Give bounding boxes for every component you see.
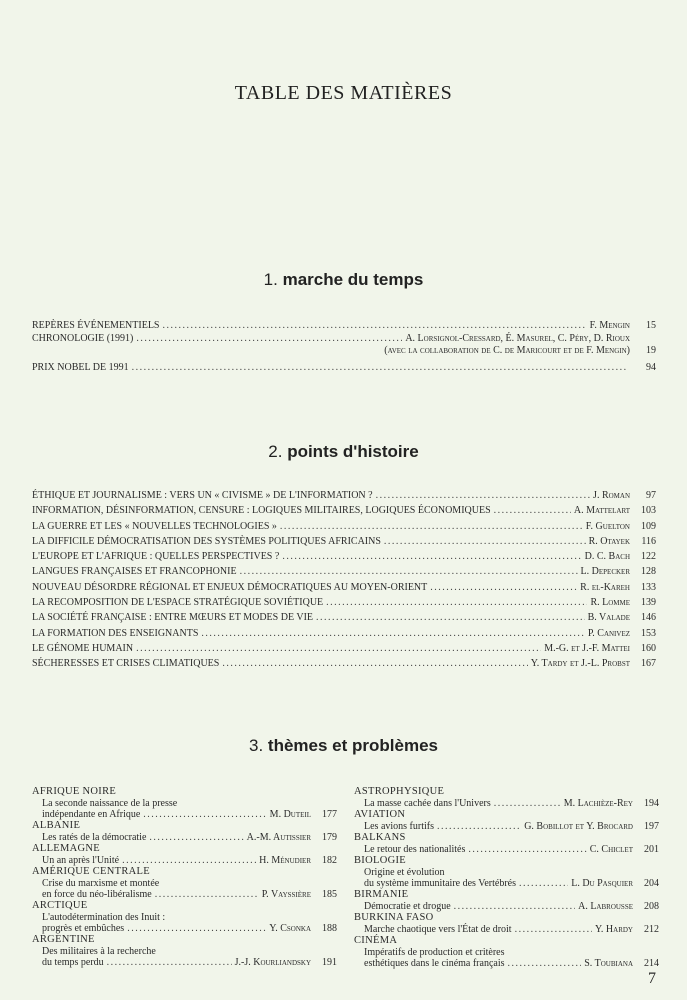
dot-leader [468, 844, 586, 855]
entry-author: R. Lomme [590, 597, 630, 609]
entry-page: 122 [641, 551, 656, 563]
themes-column-left [32, 786, 337, 968]
entry-collaboration: (avec la collaboration de C. de Maricourt et de F. Mengin) [384, 345, 630, 357]
dot-leader [201, 626, 584, 641]
dot-leader [240, 564, 578, 579]
theme-category: CINÉMA [354, 935, 398, 946]
article-title: esthétiques dans le cinéma français [364, 958, 505, 969]
article-author: M. Lachièze-Rey [563, 798, 633, 809]
article-title: en force du néo-libéralisme [42, 889, 152, 900]
theme-category: ALLEMAGNE [32, 843, 101, 854]
article-page: 214 [644, 958, 659, 969]
article-title-line [364, 844, 659, 855]
page-title: TABLE DES MATIÈRES [234, 82, 453, 104]
theme-category: BALKANS [354, 832, 406, 843]
article-page: 182 [322, 855, 337, 866]
article-title: Marche chaotique vers l'État de droit [364, 924, 512, 935]
article-title: Un an après l'Unité [42, 855, 120, 866]
theme-article[interactable] [354, 924, 659, 935]
dot-leader [280, 519, 583, 534]
dot-leader [494, 503, 571, 518]
toc-entry[interactable] [32, 641, 656, 656]
theme-category: AMÉRIQUE CENTRALE [32, 866, 150, 877]
entry-note [32, 345, 656, 357]
article-title: La masse cachée dans l'Univers [364, 798, 491, 809]
entry-title: PRIX NOBEL DE 1991 [32, 362, 129, 374]
article-title-line [364, 798, 659, 809]
entry-author: F. Guelton [585, 520, 630, 532]
entry-page: 133 [641, 581, 656, 593]
theme-category: BURKINA FASO [354, 912, 434, 923]
dot-leader [127, 923, 266, 934]
section-label: thèmes et problèmes [267, 736, 438, 755]
entry-page: 103 [641, 505, 656, 517]
entry-page: 97 [646, 490, 656, 501]
entry-title: INFORMATION, DÉSINFORMATION, CENSURE : LOGIQUES MILITAIRES, LOGIQUES ÉCONOMIQUES [32, 505, 491, 517]
toc-entry[interactable] [32, 318, 656, 333]
dot-leader [155, 889, 259, 900]
dot-leader [136, 333, 402, 345]
theme-category: BIRMANIE [354, 889, 409, 900]
entry-title: LA DIFFICILE DÉMOCRATISATION DES SYSTÈMES POLITIQUES AFRICAINS [32, 535, 381, 547]
article-title: progrès et embûches [42, 923, 125, 934]
entry-author: R. Otayek [588, 535, 630, 547]
dot-leader [384, 534, 586, 549]
theme-category: AFRIQUE NOIRE [32, 786, 117, 797]
theme-article[interactable] [354, 867, 659, 889]
toc-entry[interactable] [32, 503, 656, 518]
dot-leader [149, 832, 243, 843]
entry-page: 109 [641, 520, 656, 532]
article-title-line [42, 923, 337, 934]
theme-category: ASTROPHYSIQUE [354, 786, 445, 797]
entry-title: CHRONOLOGIE (1991) [32, 333, 134, 345]
entry-title: NOUVEAU DÉSORDRE RÉGIONAL ET ENJEUX DÉMOCRATIQUES AU MOYEN-ORIENT [32, 581, 428, 593]
toc-entry[interactable] [32, 360, 656, 375]
dot-leader [107, 957, 232, 968]
entry-page: 167 [641, 658, 656, 670]
article-title-line: Des militaires à la recherche [42, 946, 156, 957]
entry-page: 128 [641, 566, 656, 578]
article-title-line: Impératifs de production et critères [364, 947, 505, 958]
entry-page: 146 [641, 612, 656, 624]
article-author: Y. Hardy [595, 924, 633, 935]
entry-title: LA GUERRE ET LES « NOUVELLES TECHNOLOGIES » [32, 520, 277, 532]
entry-title: LANGUES FRANÇAISES ET FRANCOPHONIE [32, 566, 237, 578]
section-heading-1 [0, 270, 687, 290]
article-title: du système immunitaire des Vertébrés [364, 878, 517, 889]
entry-page: 153 [641, 627, 656, 639]
toc-entry[interactable] [32, 656, 656, 671]
entry-author: Y. Tardy et J.-L. Probst [530, 658, 630, 670]
article-author: C. Chiclet [589, 844, 633, 855]
article-title: indépendante en Afrique [42, 809, 141, 820]
entry-author: D. C. Bach [584, 551, 630, 563]
article-author: G. Bobillot et Y. Brocard [524, 821, 633, 832]
theme-article[interactable] [354, 844, 659, 855]
article-page: 204 [644, 878, 659, 889]
entry-page: 94 [646, 362, 656, 374]
theme-article[interactable] [32, 912, 337, 934]
toc-entry[interactable] [32, 488, 656, 503]
article-author: P. Vayssière [261, 889, 311, 900]
theme-category: AVIATION [354, 809, 406, 820]
article-page: 188 [322, 923, 337, 934]
article-title: Le retour des nationalités [364, 844, 466, 855]
entry-author: M.-G. et J.-F. Mattei [544, 642, 630, 654]
article-author: H. Ménudier [259, 855, 311, 866]
toc-entry[interactable] [32, 549, 656, 564]
theme-category: ARCTIQUE [32, 900, 88, 911]
theme-article[interactable] [32, 798, 337, 820]
theme-article[interactable] [32, 946, 337, 968]
article-title-line [42, 832, 337, 843]
theme-article[interactable] [354, 947, 659, 969]
entry-page: 139 [641, 597, 656, 609]
toc-entry[interactable] [32, 519, 656, 534]
article-author: L. Du Pasquier [571, 878, 633, 889]
section-heading-2 [0, 442, 687, 462]
toc-entry[interactable] [32, 610, 656, 625]
article-author: A.-M. Autissier [246, 832, 311, 843]
section-number: 3. [249, 736, 264, 755]
entry-author: R. el-Kareh [580, 581, 630, 593]
page-number: 7 [648, 970, 656, 987]
article-page: 179 [322, 832, 337, 843]
toc-entry[interactable] [32, 626, 656, 641]
section-label: points d'histoire [287, 442, 419, 461]
theme-category: ALBANIE [32, 820, 81, 831]
dot-leader [454, 901, 575, 912]
dot-leader [376, 488, 590, 503]
article-page: 194 [644, 798, 659, 809]
dot-leader [163, 318, 587, 333]
article-title: Les avions furtifs [364, 821, 434, 832]
article-author: J.-J. Kourliandsky [234, 957, 311, 968]
dot-leader [122, 855, 256, 866]
theme-article[interactable] [354, 798, 659, 809]
toc-entry[interactable] [32, 333, 656, 345]
article-title-line [364, 878, 659, 889]
theme-article[interactable] [32, 855, 337, 866]
toc-section-2 [32, 488, 656, 672]
article-title-line [42, 855, 337, 866]
entry-title: REPÈRES ÉVÉNEMENTIELS [32, 320, 160, 331]
dot-leader [508, 958, 582, 969]
entry-author: A. Lorsignol-Cressard, É. Masurel, C. Péry, D. Rioux [405, 333, 630, 345]
dot-leader [515, 924, 592, 935]
themes-column-right [354, 786, 659, 969]
dot-leader [282, 549, 581, 564]
theme-category: ARGENTINE [32, 934, 95, 945]
theme-article[interactable] [32, 832, 337, 843]
article-page: 185 [322, 889, 337, 900]
dot-leader [494, 798, 561, 809]
toc-entry[interactable] [32, 580, 656, 595]
article-title-line [42, 957, 337, 968]
dot-leader [132, 360, 627, 375]
article-page: 201 [644, 844, 659, 855]
article-author: A. Labrousse [578, 901, 633, 912]
toc-entry[interactable] [32, 595, 656, 610]
article-title-line [42, 889, 337, 900]
article-title-line [364, 958, 659, 969]
entry-page: 116 [641, 535, 656, 547]
entry-title: LA SOCIÉTÉ FRANÇAISE : ENTRE MŒURS ET MODES DE VIE [32, 612, 314, 624]
article-title-line: Origine et évolution [364, 867, 445, 878]
entry-title: ÉTHIQUE ET JOURNALISME : VERS UN « CIVISME » DE L'INFORMATION ? [32, 490, 373, 501]
toc-section-1 [32, 318, 656, 376]
entry-author: P. Canivez [587, 627, 630, 639]
article-page: 197 [644, 821, 659, 832]
section-number: 1. [263, 270, 278, 289]
article-page: 208 [644, 901, 659, 912]
dot-leader [437, 821, 521, 832]
article-title-line: La seconde naissance de la presse [42, 798, 178, 809]
article-author: S. Toubiana [584, 958, 633, 969]
theme-article[interactable] [354, 901, 659, 912]
article-title-line: L'autodétermination des Inuit : [42, 912, 166, 923]
article-page: 212 [644, 924, 659, 935]
dot-leader [143, 809, 266, 820]
article-title-line: Crise du marxisme et montée [42, 878, 160, 889]
entry-title: SÉCHERESSES ET CRISES CLIMATIQUES [32, 658, 220, 670]
entry-page: 15 [646, 320, 656, 331]
entry-title: LA FORMATION DES ENSEIGNANTS [32, 627, 199, 639]
article-author: M. Duteil [269, 809, 311, 820]
article-title-line [364, 924, 659, 935]
dot-leader [316, 610, 585, 625]
toc-entry[interactable] [32, 564, 656, 579]
entry-title: LA RECOMPOSITION DE L'ESPACE STRATÉGIQUE SOVIÉTIQUE [32, 597, 324, 609]
article-title: Les ratés de la démocratie [42, 832, 147, 843]
dot-leader [430, 580, 577, 595]
article-title-line [364, 901, 659, 912]
article-page: 191 [322, 957, 337, 968]
entry-page: 160 [641, 642, 656, 654]
article-title: Démocratie et drogue [364, 901, 451, 912]
entry-author: A. Mattelart [573, 505, 630, 517]
entry-author: F. Mengin [589, 320, 630, 331]
entry-author: J. Roman [593, 490, 630, 501]
dot-leader [326, 595, 587, 610]
entry-page: 19 [646, 345, 656, 357]
article-page: 177 [322, 809, 337, 820]
article-author: Y. Csonka [269, 923, 311, 934]
entry-title: L'EUROPE ET L'AFRIQUE : QUELLES PERSPECTIVES ? [32, 551, 280, 563]
theme-article[interactable] [32, 878, 337, 900]
dot-leader [222, 656, 527, 671]
article-title: du temps perdu [42, 957, 104, 968]
section-heading-3 [0, 736, 687, 756]
entry-author: L. Depecker [580, 566, 630, 578]
theme-article[interactable] [354, 821, 659, 832]
entry-author: B. Valade [587, 612, 630, 624]
article-title-line [364, 821, 659, 832]
toc-entry[interactable] [32, 534, 656, 549]
article-title-line [42, 809, 337, 820]
dot-leader [519, 878, 568, 889]
section-label: marche du temps [282, 270, 424, 289]
dot-leader [136, 641, 541, 656]
entry-title: LE GÉNOME HUMAIN [32, 642, 134, 654]
section-number: 2. [268, 442, 283, 461]
theme-category: BIOLOGIE [354, 855, 406, 866]
